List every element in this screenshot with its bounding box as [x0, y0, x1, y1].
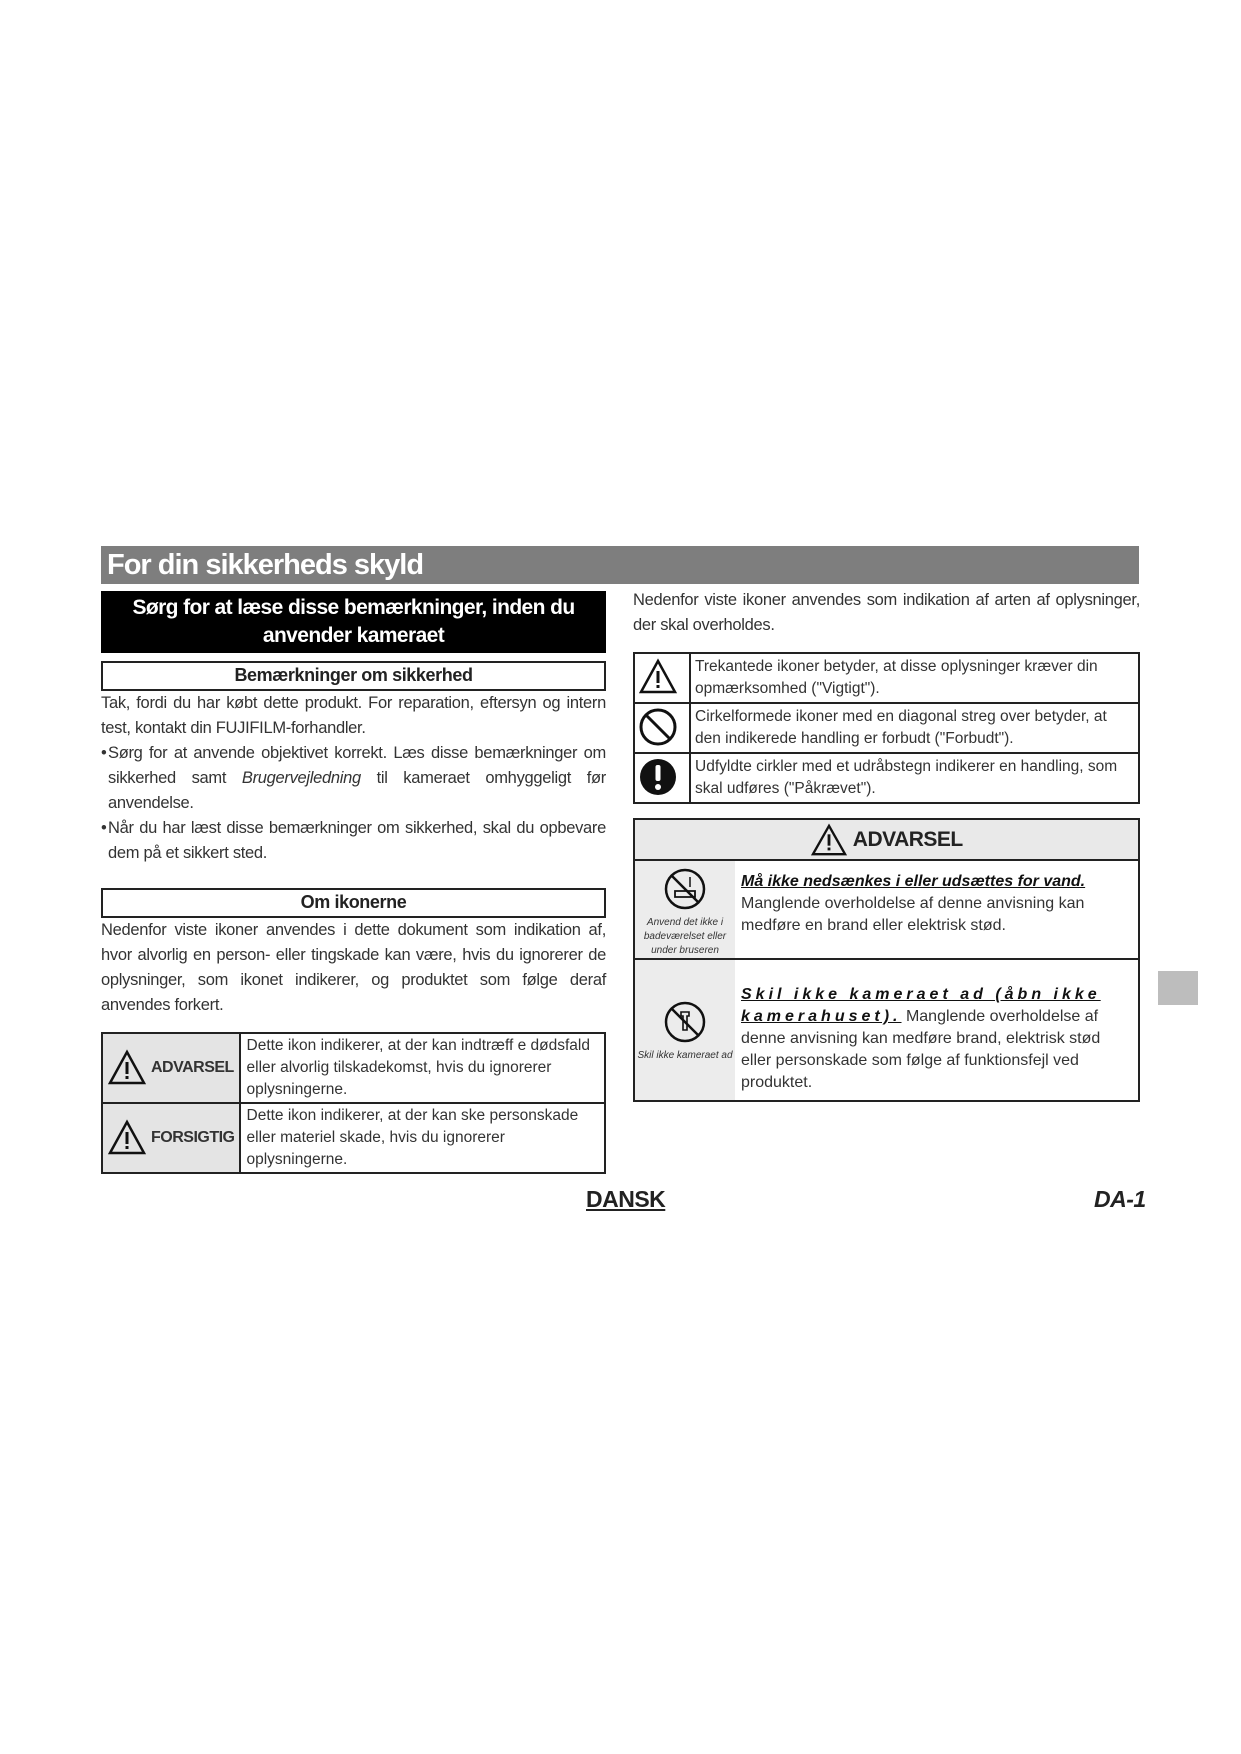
warning-box	[633, 818, 1140, 1102]
safety-intro: Tak, fordi du har købt dette produkt. For reparation, eftersyn og intern test, kontakt din FUJIFILM-forhandler.	[101, 694, 606, 737]
prohibition-circle-icon	[638, 707, 678, 747]
warning-text	[735, 861, 1138, 958]
page-title: For din sikkerheds skyld	[107, 549, 424, 581]
bullet-read-manual	[101, 741, 606, 816]
icon-type-text: Cirkelformede ikoner med en diagonal streg over betyder, at den indikerede handling er forbudt ("Forbudt").	[690, 703, 1139, 753]
icon-type-row	[634, 703, 1139, 753]
warning-text	[735, 960, 1138, 1100]
warning-icon-caption: Anvend det ikke i badeværelset eller under bruseren	[643, 917, 727, 956]
warning-emphasis: Må ikke nedsænkes i eller udsættes for vand.	[741, 873, 1086, 890]
left-column	[101, 591, 606, 1174]
bullet-text-end: til kameraet omhyggeligt før anvendelse.	[108, 769, 606, 812]
icons-intro: Nedenfor viste ikoner anvendes i dette dokument som indikation af, hvor alvorlig en person- eller tingskade kan være, hvis du ignorerer de oplysninger, som ikonet indikerer, og produktet som følge deraf anvendes forkert.	[101, 921, 606, 1014]
severity-label-cell	[102, 1103, 240, 1173]
icon-type-row	[634, 753, 1139, 803]
warning-heading-text: ADVARSEL	[852, 828, 963, 851]
severity-row-caution	[102, 1103, 605, 1173]
warning-icon-cell	[635, 861, 735, 958]
warning-row-disassembly	[635, 960, 1138, 1100]
warning-triangle-icon	[810, 823, 848, 857]
footer-language: DANSK	[586, 1186, 666, 1212]
icon-type-text: Trekantede ikoner betyder, at disse oplysninger kræver din opmærksomhed ("Vigtigt").	[690, 653, 1139, 703]
severity-label: FORSIGTIG	[151, 1129, 235, 1146]
page-number: DA-1	[1094, 1186, 1146, 1212]
warning-icon-caption: Skil ikke kameraet ad	[637, 1050, 733, 1061]
warning-triangle-icon	[107, 1118, 147, 1158]
right-column	[633, 588, 1140, 1102]
icon-cell	[634, 653, 690, 703]
icon-types-table	[633, 652, 1140, 804]
side-thumb-tab	[1158, 971, 1198, 1005]
icon-cell	[634, 753, 690, 803]
warning-triangle-icon	[107, 1048, 147, 1088]
warning-triangle-icon	[638, 657, 678, 697]
manual-name: Brugervejledning	[241, 769, 361, 787]
severity-label-cell	[102, 1033, 240, 1103]
bullet-text: Sørg for at anvende objektivet korrekt. Læs disse bemærkninger om sikkerhed samt	[108, 744, 606, 787]
icon-type-text: Udfyldte cirkler med et udråbstegn indikerer en handling, som skal udføres ("Påkrævet").	[690, 753, 1139, 803]
severity-table	[101, 1032, 606, 1174]
mandatory-circle-icon	[638, 757, 678, 797]
icon-type-row	[634, 653, 1139, 703]
section-title-bar	[101, 546, 1139, 584]
icon-types-intro: Nedenfor viste ikoner anvendes som indikation af arten af oplysninger, der skal overholdes.	[633, 591, 1140, 634]
icons-heading: Om ikonerne	[101, 888, 606, 918]
warning-icon-cell	[635, 960, 735, 1100]
severity-label: ADVARSEL	[151, 1059, 234, 1076]
no-water-icon	[663, 867, 707, 911]
warning-detail: Manglende overholdelse af denne anvisning kan medføre brand, elektrisk stød eller personskade som følge af funktionsfejl ved produktet.	[741, 1008, 1101, 1091]
severity-row-warning	[102, 1033, 605, 1103]
severity-text: Dette ikon indikerer, at der kan ske personskade eller materiel skade, hvis du ignorerer oplysningerne.	[240, 1103, 606, 1173]
warning-row-water	[635, 861, 1138, 960]
safety-notes-heading: Bemærkninger om sikkerhed	[101, 661, 606, 691]
no-disassembly-icon	[663, 1000, 707, 1044]
bullet-store-notes: • Når du har læst disse bemærkninger om sikkerhed, skal du opbevare dem på et sikkert sted.	[101, 816, 606, 866]
read-notes-header: Sørg for at læse disse bemærkninger, inden du anvender kameraet	[101, 591, 606, 653]
warning-heading	[635, 820, 1138, 861]
warning-detail: Manglende overholdelse af denne anvisning kan medføre en brand eller elektrisk stød.	[741, 895, 1085, 934]
severity-text: Dette ikon indikerer, at der kan indtræff e dødsfald eller alvorlig tilskadekomst, hvis du ignorerer oplysningerne.	[240, 1033, 606, 1103]
icon-cell	[634, 703, 690, 753]
warning-emphasis: Skil ikke kameraet ad (åbn ikke kamerahuset).	[741, 986, 1101, 1025]
